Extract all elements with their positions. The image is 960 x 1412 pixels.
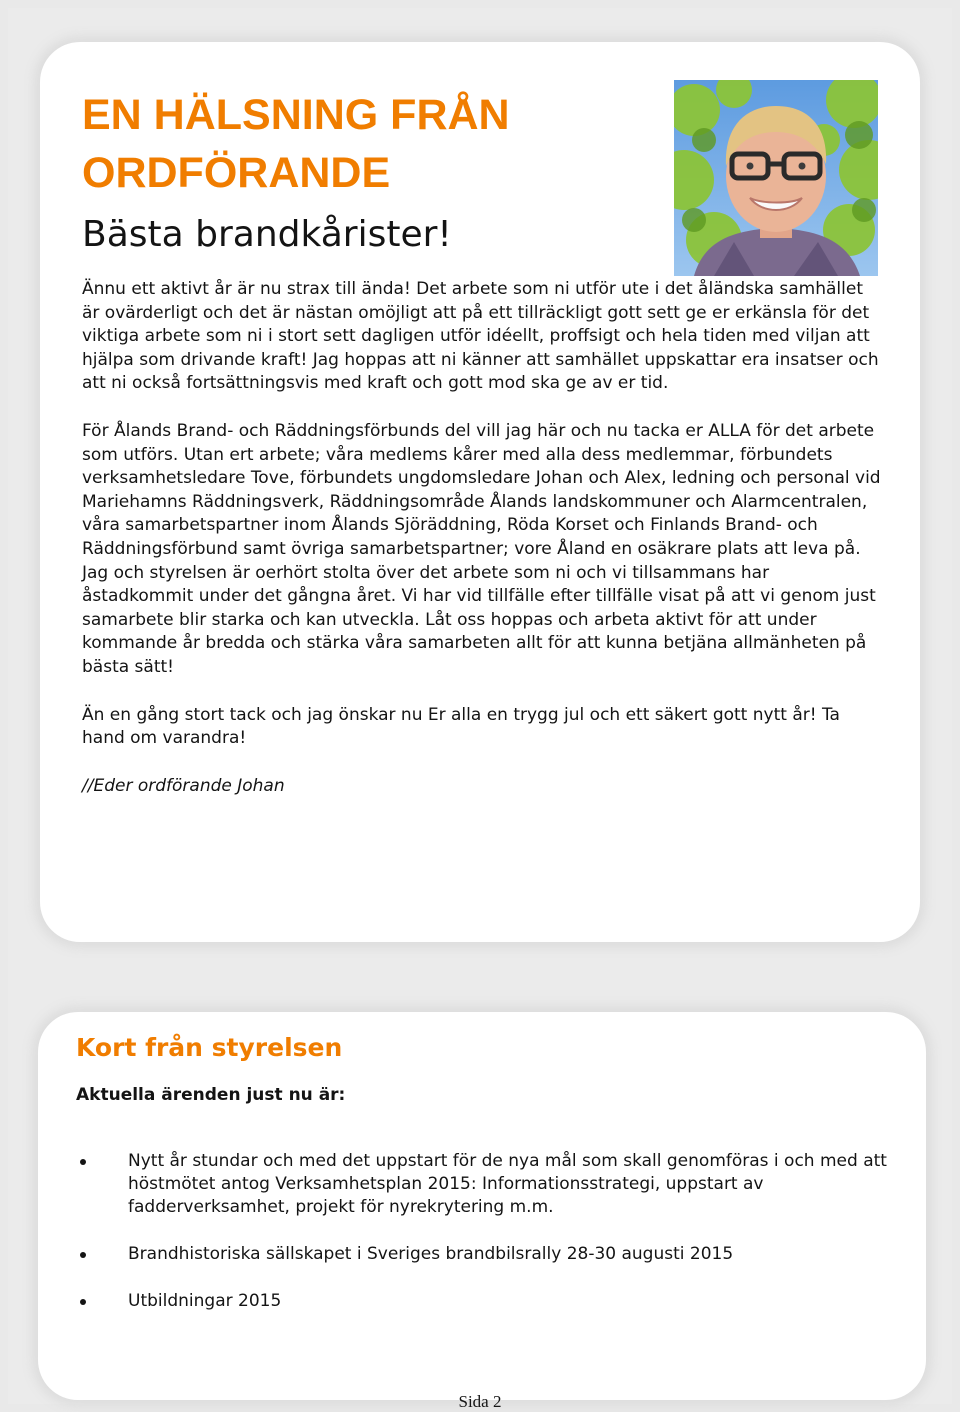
list-item: Brandhistoriska sällskapet i Sveriges brandbilsrally 28-30 augusti 2015	[76, 1243, 896, 1266]
list-item: Nytt år stundar och med det uppstart för de nya mål som skall genomföras i och med att höstmötet antog Verksamhetsplan 2015: Informationsstrategi, uppstart av fadderverksamhet, projekt för nyrekrytering m.m.	[76, 1150, 896, 1219]
page-title: EN HÄLSNING FRÅN ORDFÖRANDE	[82, 91, 510, 197]
bullet-icon	[80, 1299, 86, 1305]
letter-paragraph: Ännu ett aktivt år är nu strax till ända! Det arbete som ni utför ute i det åländska samhället är ovärderligt och det är nästan omöjligt att på ett tillräckligt gott sett ge er erkänsla för det viktiga arbete som ni i stort sett dagligen utför idéellt, proffsigt och hela tiden med viljan att hjälpa som drivande kraft! Jag hoppas att ni känner att samhället uppskattar era insatser och att ni också fortsättningsvis med kraft och gott mod ska ge av er tid.	[82, 279, 879, 394]
letter-paragraph: Än en gång stort tack och jag önskar nu Er alla en trygg jul och ett säkert gott nytt år! Ta hand om varandra!	[82, 704, 840, 749]
section-heading: Kort från styrelsen	[76, 1033, 343, 1062]
list-item: Utbildningar 2015	[76, 1290, 896, 1313]
portrait-photo	[674, 80, 878, 276]
letter-paragraph: För Ålands Brand- och Räddningsförbunds del vill jag här och nu tacka er ALLA för det arbete som utförs. Utan ert arbete; våra medlems kårer med alla dess medlemmar, förbundets verksamhetsledare Tove, förbundets ungdomsledare Johan och Alex, ledning och personal vid Mariehamns Räddningsverk, Räddningsområde Ålands landskommuner och Alarmcentralen, våra samarbetspartner inom Ålands Sjöräddning, Röda Korset och Finlands Brand- och Räddningsförbund samt övriga samarbetspartner; vore Åland en osäkrare plats att leva på. Jag och styrelsen är oerhört stolta över det arbete som ni och vi tillsammans har åstadkommit under det gångna året. Vi har vid tillfälle efter tillfälle visat på att vi genom just samarbete blir starka och kan utveckla. Låt oss hoppas och arbeta aktivt för att under kommande år bredda och stärka våra samarbeten allt för att kunna betjäna allmänheten på bästa sätt!	[82, 420, 881, 677]
signature: //Eder ordförande Johan	[82, 775, 285, 796]
page-number: Sida 2	[458, 1392, 502, 1411]
greeting: Bästa brandkårister!	[82, 214, 452, 255]
agenda-list	[76, 1150, 896, 1313]
letter-body	[82, 278, 882, 798]
bullet-icon	[80, 1159, 86, 1165]
bullet-icon	[80, 1252, 86, 1258]
section-subheading: Aktuella ärenden just nu är:	[76, 1085, 346, 1105]
